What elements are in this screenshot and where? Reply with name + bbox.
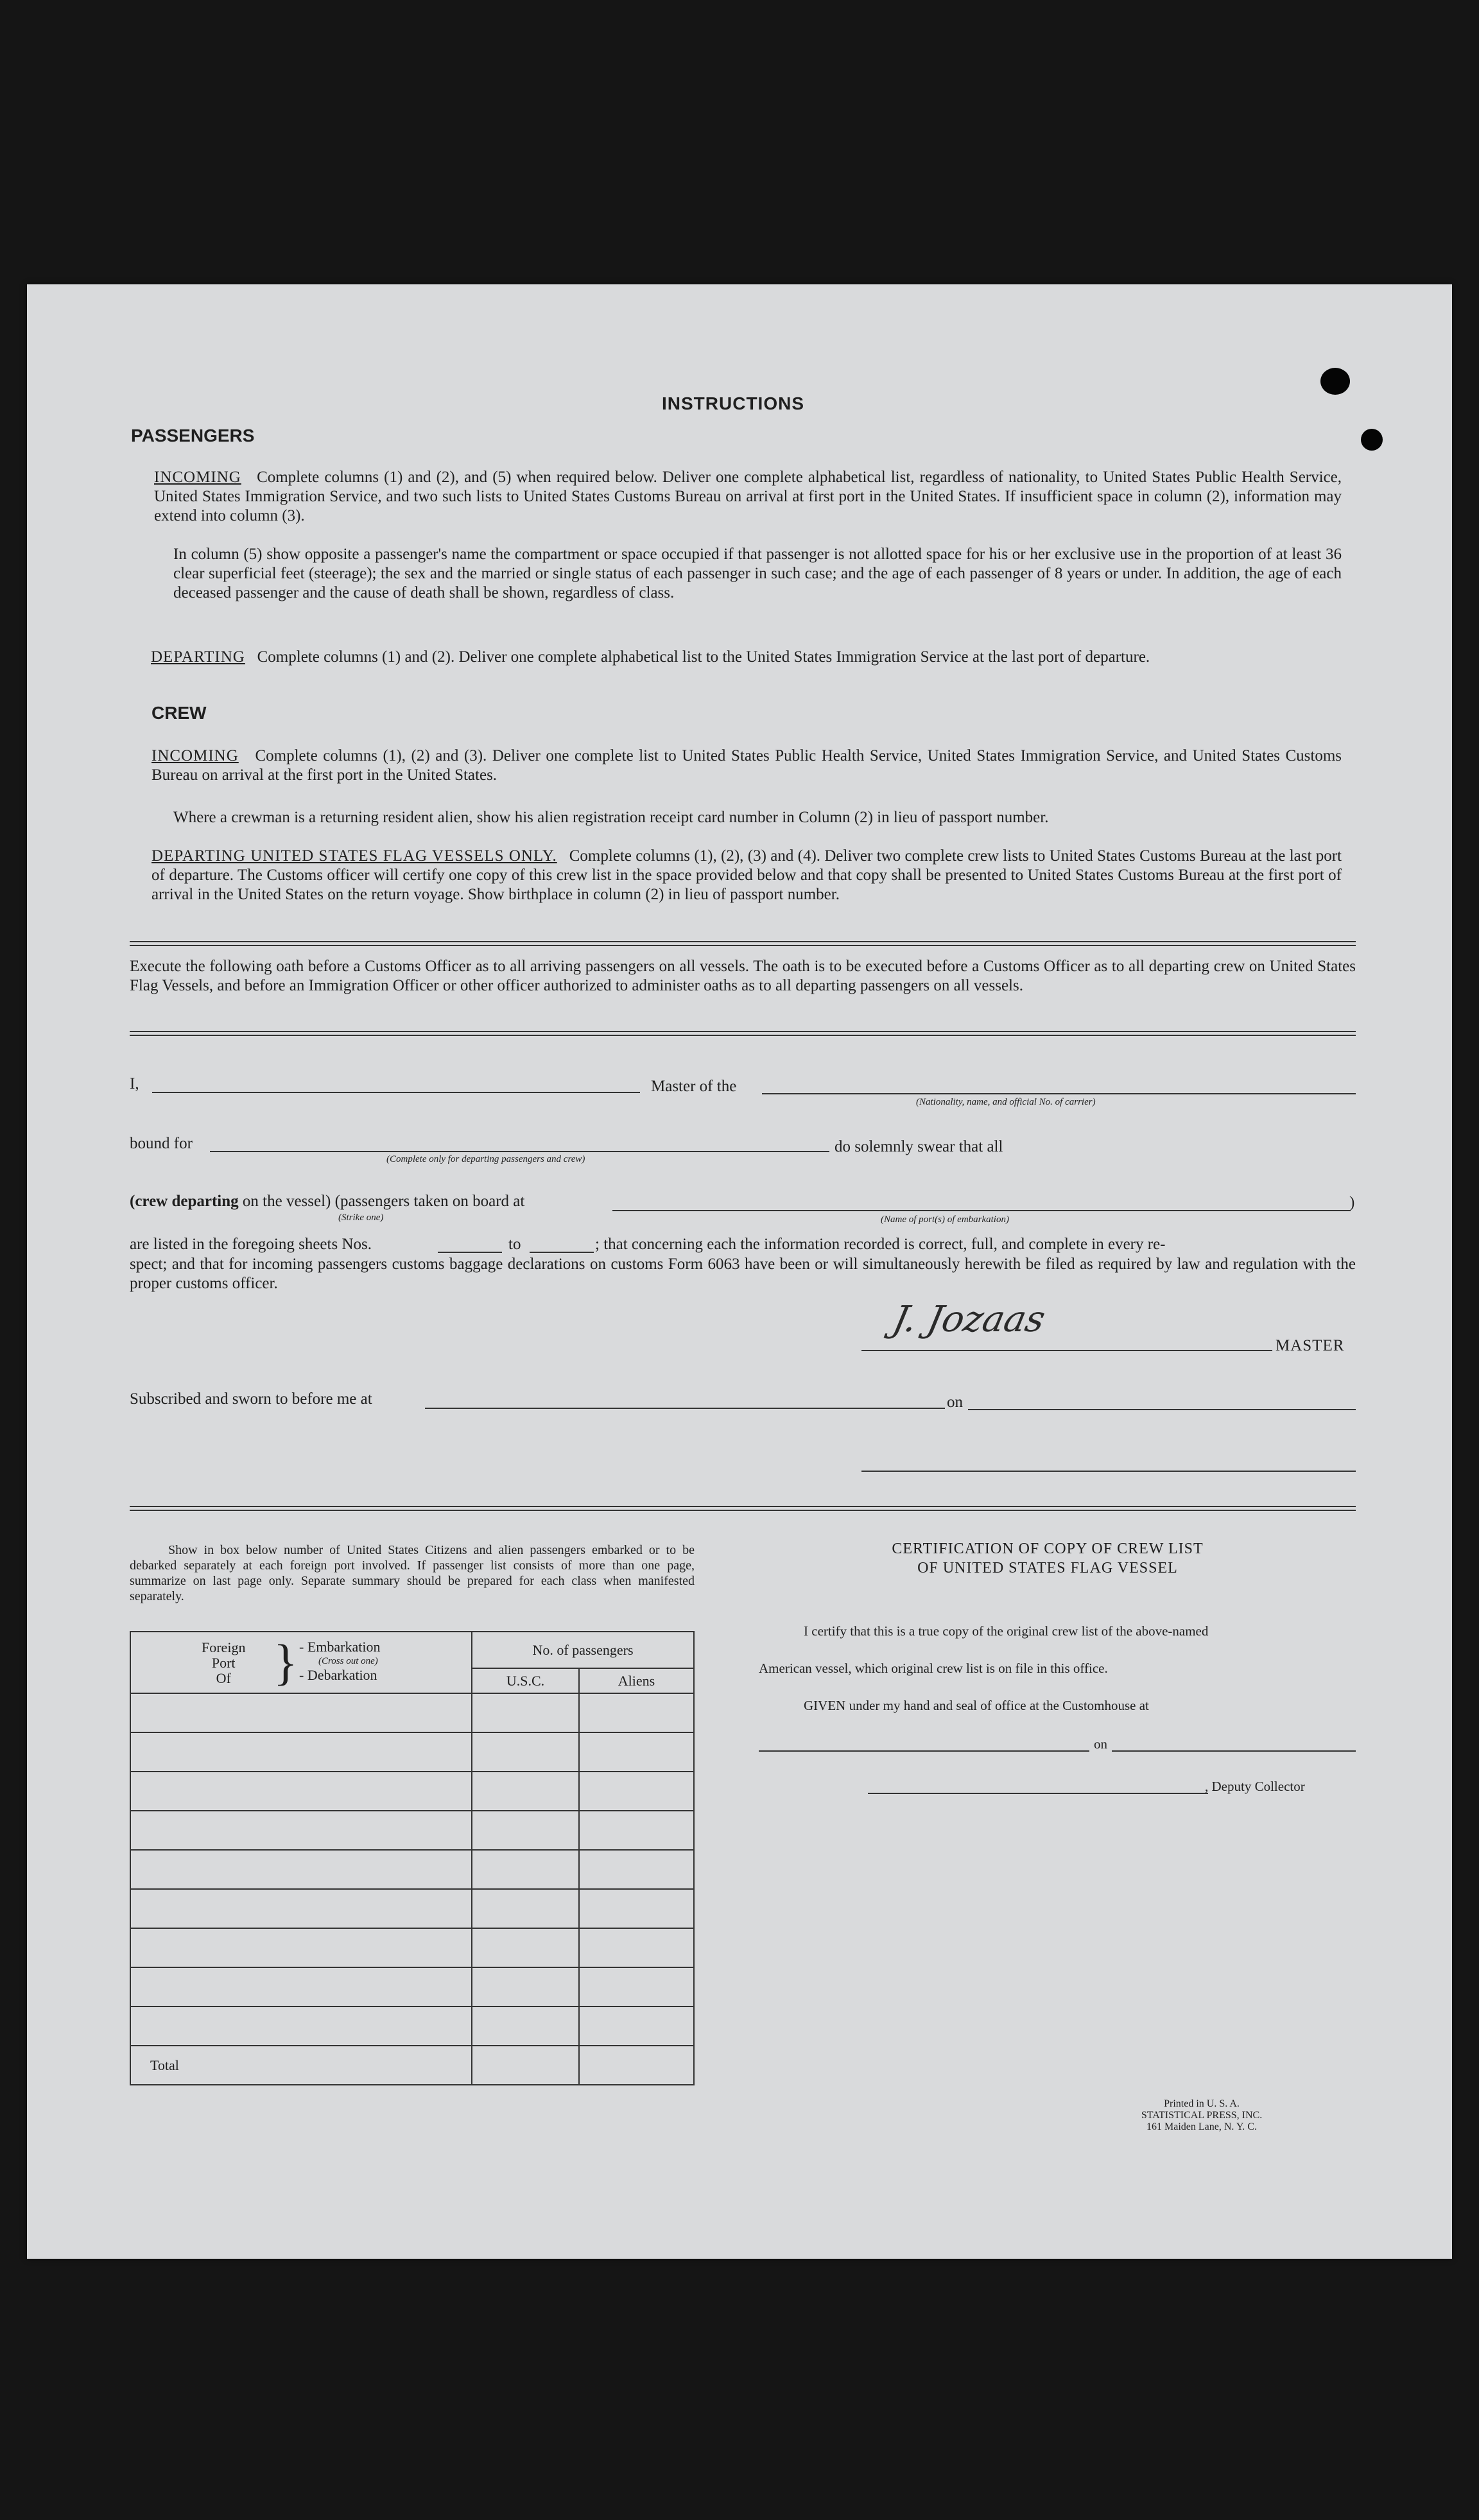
divider: [130, 941, 1356, 942]
crew-incoming-text: Complete columns (1), (2) and (3). Deliver one complete list to United States Public Health Service, United States Immigration Service, and United States Customs Bureau on arrival at the first port in the United States.: [151, 747, 1342, 784]
crew-heading: CREW: [151, 703, 207, 723]
deputy-signature-field[interactable]: [868, 1793, 1208, 1794]
usc-cell[interactable]: [472, 1850, 579, 1889]
bound-for-label: bound for: [130, 1135, 193, 1152]
aliens-cell[interactable]: [579, 1772, 694, 1811]
given-text: GIVEN under my hand and seal of office at the Customhouse at: [804, 1698, 1149, 1713]
embarkation-label: - Embarkation: [299, 1639, 381, 1655]
embark-debark-labels: [299, 1640, 380, 1682]
usc-header: U.S.C.: [472, 1668, 579, 1693]
total-usc-cell[interactable]: [472, 2046, 579, 2085]
carrier-field[interactable]: [762, 1093, 1356, 1094]
printer-line-3: 161 Maiden Lane, N. Y. C.: [1146, 2121, 1257, 2132]
of-label: Of: [216, 1670, 231, 1686]
table-header-row: [130, 1632, 694, 1668]
on-label: on: [947, 1394, 963, 1411]
cert-on-label: on: [1094, 1736, 1107, 1752]
carrier-caption: (Nationality, name, and official No. of carrier): [916, 1097, 1096, 1107]
table-total-row: [130, 2046, 694, 2085]
master-name-field[interactable]: [152, 1092, 640, 1093]
aliens-cell[interactable]: [579, 1693, 694, 1732]
passengers-incoming: [154, 468, 1342, 526]
oath-intro: Execute the following oath before a Customs Officer as to all arriving passengers on all vessels. The oath is to be executed before a Customs Officer as to all departing crew on United States Flag Vessels, and before an Immigration Officer or other officer authorized to administer oaths as to all departing passengers on all vessels.: [130, 958, 1356, 994]
cross-out-caption: (Cross out one): [318, 1656, 378, 1666]
resident-text: Where a crewman is a returning resident alien, show his alien registration receipt card number in Column (2) in lieu of passport number.: [173, 809, 1049, 826]
divider: [130, 1035, 1356, 1036]
to-label: to: [508, 1236, 521, 1253]
usc-cell[interactable]: [472, 1732, 579, 1772]
port-cell[interactable]: [130, 1693, 472, 1732]
embarkation-port-field[interactable]: [612, 1210, 1351, 1211]
swear-label: do solemnly swear that all: [835, 1138, 1003, 1155]
master-of-label: Master of the: [651, 1078, 737, 1095]
usc-cell[interactable]: [472, 1967, 579, 2007]
listed-text-1: are listed in the foregoing sheets Nos.: [130, 1236, 372, 1253]
port-cell[interactable]: [130, 1732, 472, 1772]
listed-text-3: spect; and that for incoming passengers customs baggage declarations on customs Form 6063 have been or will simultaneously herewith be filed as required by law and regulation with the proper customs officer.: [130, 1256, 1356, 1292]
table-row: [130, 1732, 694, 1772]
box-intro: Show in box below number of United States Citizens and alien passengers embarked or to be debarked separately at each foreign port involved. If passenger list consists of more than one page, summarize on last page only. Separate summary should be prepared for each class when manifested separately.: [130, 1543, 695, 1603]
table-row: [130, 1928, 694, 1967]
table-row: [130, 1772, 694, 1811]
usc-cell[interactable]: [472, 1811, 579, 1850]
subscribed-date-field[interactable]: [968, 1409, 1356, 1410]
crew-departing-bold: (crew departing: [130, 1193, 239, 1210]
port-cell[interactable]: [130, 1967, 472, 2007]
certification-title: [759, 1539, 1336, 1578]
aliens-cell[interactable]: [579, 1732, 694, 1772]
table-row: [130, 1850, 694, 1889]
passengers-heading: PASSENGERS: [131, 426, 255, 445]
usc-cell[interactable]: [472, 1693, 579, 1732]
crew-departing: [151, 847, 1342, 904]
form-page: [27, 284, 1452, 2259]
divider: [130, 1031, 1356, 1032]
ink-blot: [1361, 429, 1383, 451]
certification-title-1: CERTIFICATION OF COPY OF CREW LIST: [892, 1540, 1204, 1557]
port-cell[interactable]: [130, 1850, 472, 1889]
i-label: I,: [130, 1075, 139, 1092]
sheet-to-field[interactable]: [530, 1252, 594, 1253]
total-aliens-cell[interactable]: [579, 2046, 694, 2085]
divider: [130, 1506, 1356, 1507]
crew-incoming-label: INCOMING: [151, 747, 239, 764]
foreign-port-header: [130, 1632, 472, 1693]
debarkation-label: - Debarkation: [299, 1667, 377, 1683]
cert-date-field[interactable]: [1112, 1750, 1356, 1752]
column5-text: In column (5) show opposite a passenger's name the compartment or space occupied if that passenger is not allotted space for his or her exclusive use in the proportion of at least 36 clear superficial feet (steerage); the sex and the married or single status of each passenger in such case; and the age of each passenger of 8 years or under. In addition, the age of each deceased passenger and the cause of death shall be shown, regardless of class.: [173, 546, 1342, 601]
bound-caption: (Complete only for departing passengers and crew): [386, 1154, 585, 1164]
passenger-summary-table: [130, 1631, 695, 2085]
certification-text-2: American vessel, which original crew list is on file in this office.: [759, 1661, 1108, 1676]
page-title: INSTRUCTIONS: [662, 393, 804, 413]
printer-line-1: Printed in U. S. A.: [1164, 2098, 1240, 2109]
port-cell[interactable]: [130, 1889, 472, 1928]
foreign-label: Foreign: [202, 1639, 246, 1655]
passengers-departing: [151, 648, 1342, 667]
subscribed-label: Subscribed and sworn to before me at: [130, 1390, 372, 1408]
table-row: [130, 1693, 694, 1732]
foreign-port-label: [202, 1640, 245, 1686]
port-label: Port: [211, 1655, 236, 1671]
aliens-cell[interactable]: [579, 1967, 694, 2007]
aliens-cell[interactable]: [579, 1928, 694, 1967]
aliens-header: Aliens: [579, 1668, 694, 1693]
deputy-collector-label: , Deputy Collector: [1205, 1779, 1305, 1794]
subscribed-place-field[interactable]: [425, 1408, 945, 1409]
port-caption: (Name of port(s) of embarkation): [881, 1214, 1009, 1225]
total-label: Total: [130, 2046, 472, 2085]
table-row: [130, 1967, 694, 2007]
usc-cell[interactable]: [472, 1928, 579, 1967]
officer-signature-line[interactable]: [861, 1471, 1356, 1472]
certification-title-2: OF UNITED STATES FLAG VESSEL: [917, 1560, 1178, 1576]
master-label: MASTER: [1276, 1337, 1345, 1354]
aliens-cell[interactable]: [579, 2007, 694, 2046]
usc-cell[interactable]: [472, 1889, 579, 1928]
port-cell[interactable]: [130, 1928, 472, 1967]
divider: [130, 1510, 1356, 1511]
crew-departing-text: Complete columns (1), (2), (3) and (4). Deliver two complete crew lists to United States Customs Bureau at the last port of departure. The Customs officer will certify one copy of this crew list in the space provided below and that copy shall be presented to United States Customs Bureau at the first port of arrival in the United States on the return voyage. Show birthplace in column (2) in lieu of passport number.: [151, 847, 1342, 903]
close-paren: ): [1349, 1194, 1355, 1211]
usc-cell[interactable]: [472, 2007, 579, 2046]
bracket-glyph: }: [273, 1634, 298, 1690]
incoming-label: INCOMING: [154, 469, 241, 486]
port-cell[interactable]: [130, 1772, 472, 1811]
crew-incoming: [151, 747, 1342, 785]
departing-label: DEPARTING: [151, 648, 245, 666]
crew-departing-label: DEPARTING UNITED STATES FLAG VESSELS ONLY.: [151, 847, 557, 865]
customhouse-field[interactable]: [759, 1750, 1089, 1752]
port-cell[interactable]: [130, 1811, 472, 1850]
incoming-text: Complete columns (1) and (2), and (5) when required below. Deliver one complete alphabetical list, regardless of nationality, to United States Public Health Service, United States Immigration Service, and two such lists to United States Customs Bureau on arrival at first port in the United States. If insufficient space in column (2), information may extend into column (3).: [154, 469, 1342, 524]
usc-cell[interactable]: [472, 1772, 579, 1811]
table-row: [130, 1889, 694, 1928]
departing-text: Complete columns (1) and (2). Deliver one complete alphabetical list to the United States Immigration Service at the last port of departure.: [257, 648, 1150, 666]
master-signature: J. Jozaas: [889, 1299, 1049, 1340]
listed-text-2: ; that concerning each the information recorded is correct, full, and complete in every re-: [595, 1236, 1166, 1253]
port-cell[interactable]: [130, 2007, 472, 2046]
aliens-cell[interactable]: [579, 1889, 694, 1928]
crew-departing-oath: [130, 1193, 524, 1211]
on-vessel-text: on the vessel) (passengers taken on board at: [242, 1193, 525, 1210]
strike-caption: (Strike one): [338, 1213, 384, 1223]
bound-for-field[interactable]: [210, 1151, 829, 1152]
divider: [130, 945, 1356, 946]
no-passengers-header: No. of passengers: [472, 1632, 694, 1668]
printer-line-2: STATISTICAL PRESS, INC.: [1141, 2110, 1263, 2121]
sheet-from-field[interactable]: [438, 1252, 502, 1253]
certification-text-1: I certify that this is a true copy of the original crew list of the above-named: [804, 1623, 1209, 1639]
table-row: [130, 2007, 694, 2046]
aliens-cell[interactable]: [579, 1850, 694, 1889]
table-row: [130, 1811, 694, 1850]
printer-imprint: [1105, 2098, 1298, 2133]
aliens-cell[interactable]: [579, 1811, 694, 1850]
ink-blot: [1320, 368, 1350, 395]
signature-line: [861, 1350, 1272, 1351]
